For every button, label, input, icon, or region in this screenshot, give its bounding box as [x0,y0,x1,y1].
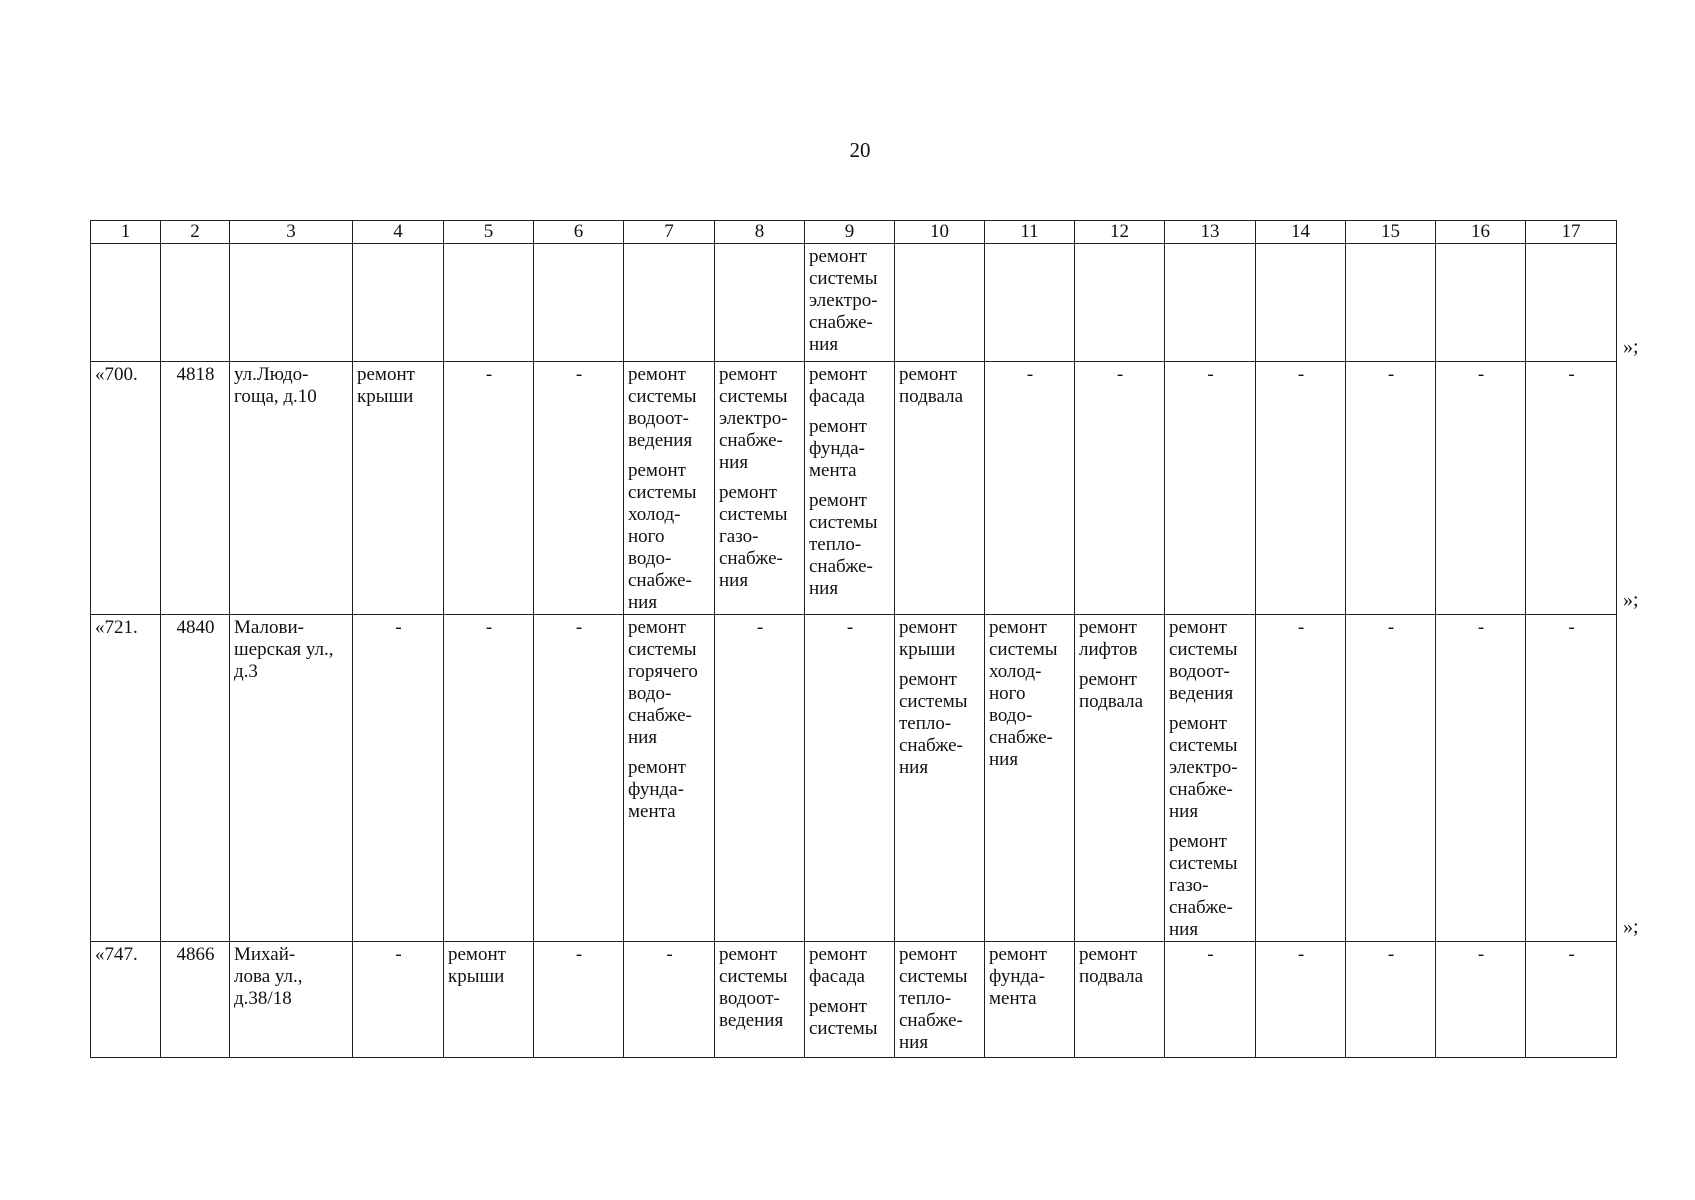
cell-text-line: д.38/18 [234,988,292,1009]
cell-text-line: ремонт [899,617,957,638]
cell-text-line: 4818 [176,364,215,385]
cell-text-line: снабже- [719,548,783,569]
cell-text-line: крыши [448,966,505,987]
work-item [165,364,226,386]
table-cell [161,244,230,362]
column-number: 15 [1346,221,1436,244]
work-item [165,944,226,966]
repair-schedule-table [90,220,1617,1058]
table-cell [1075,244,1165,362]
cell-text-line: системы [628,386,697,407]
table-cell: - [715,615,805,942]
table-cell [624,244,715,362]
table-cell [1165,615,1256,942]
table-cell: - [1526,362,1617,615]
table-cell: - [444,362,534,615]
cell-text-line: холод- [628,504,681,525]
cell-text-line: газо- [719,526,759,547]
work-item [95,944,157,966]
column-number: 5 [444,221,534,244]
cell-text-line: системы [719,386,788,407]
cell-text-line: ремонт [719,944,777,965]
cell-text-line: ремонт [899,669,957,690]
work-item [899,617,981,661]
cell-text-line: ния [628,727,658,748]
table-cell [444,942,534,1058]
work-item [628,460,711,614]
cell-text-line: электро- [1169,757,1238,778]
cell-text-line: 4840 [176,617,215,638]
cell-text-line: электро- [809,290,878,311]
cell-text-line: ремонт [1169,713,1227,734]
cell-text-line: системы [628,482,697,503]
cell-text-line: системы [1169,735,1238,756]
column-number: 7 [624,221,715,244]
cell-text-line: системы [628,639,697,660]
cell-text-line: водо- [628,548,672,569]
cell-text-line: системы [899,966,968,987]
cell-text-line: холод- [989,661,1042,682]
column-number: 2 [161,221,230,244]
table-cell: - [1526,942,1617,1058]
work-item [719,944,801,1032]
cell-text-line: «721. [95,617,138,638]
cell-text-line: «700. [95,364,138,385]
work-item [1079,617,1161,661]
work-item [1079,669,1161,713]
cell-text-line: гоща, д.10 [234,386,317,407]
cell-text-line: ремонт [628,617,686,638]
cell-text-line: мента [628,801,676,822]
row-closing-quote: »; [1623,588,1639,611]
cell-text-line: ния [989,749,1019,770]
cell-text-line: тепло- [899,988,952,1009]
cell-text-line: ремонт [809,416,867,437]
cell-text-line: ремонт [1079,944,1137,965]
work-item [1169,831,1252,941]
cell-text-line: снабже- [1169,897,1233,918]
work-item [95,617,157,639]
column-number: 13 [1165,221,1256,244]
column-number: 14 [1256,221,1346,244]
cell-text-line: ния [719,452,749,473]
cell-text-line: ремонт [1079,669,1137,690]
cell-text-line: ведения [628,430,693,451]
column-number: 3 [230,221,353,244]
cell-text-line: ного [989,683,1026,704]
work-item [809,364,891,408]
table-cell: - [1165,362,1256,615]
cell-text-line: ного [628,526,665,547]
table-cell: - [444,615,534,942]
cell-text-line: тепло- [809,534,862,555]
cell-text-line: системы [809,268,878,289]
table-cell: - [1075,362,1165,615]
table-cell: - [353,615,444,942]
table-cell: - [1346,362,1436,615]
table-cell [624,615,715,942]
cell-text-line: крыши [357,386,414,407]
column-number: 16 [1436,221,1526,244]
table-cell [230,615,353,942]
cell-text-line: снабже- [628,705,692,726]
cell-text-line: ремонт [989,944,1047,965]
table-cell [805,362,895,615]
column-number: 6 [534,221,624,244]
column-number: 4 [353,221,444,244]
cell-text-line: системы [719,966,788,987]
cell-text-line: фасада [809,386,865,407]
cell-text-line: фунда- [989,966,1045,987]
cell-text-line: мента [809,460,857,481]
table-cell [715,942,805,1058]
column-number: 1 [91,221,161,244]
cell-text-line: лифтов [1079,639,1138,660]
column-number: 8 [715,221,805,244]
table-row [91,362,1617,615]
cell-text-line: «747. [95,944,138,965]
cell-text-line: водоот- [719,988,780,1009]
work-item [165,617,226,639]
cell-text-line: ремонт [1169,831,1227,852]
work-item [1169,617,1252,705]
table-cell: - [1346,942,1436,1058]
table-cell: - [1256,362,1346,615]
cell-text-line: снабже- [628,570,692,591]
table-cell [715,362,805,615]
column-number: 12 [1075,221,1165,244]
cell-text-line: мента [989,988,1037,1009]
work-item [357,364,440,408]
cell-text-line: ния [1169,801,1199,822]
column-number: 11 [985,221,1075,244]
cell-text-line: ния [719,570,749,591]
cell-text-line: ремонт [899,364,957,385]
cell-text-line: ния [809,334,839,355]
work-item [989,617,1071,771]
cell-text-line: ремонт [628,460,686,481]
table-cell: - [1346,615,1436,942]
table-cell [230,362,353,615]
cell-text-line: фунда- [628,779,684,800]
header-row [91,221,1617,244]
table-cell: - [1165,942,1256,1058]
table-cell: - [353,942,444,1058]
table-cell [230,942,353,1058]
table-cell [895,615,985,942]
cell-text-line: ремонт [899,944,957,965]
work-item [809,490,891,600]
cell-text-line: ремонт [809,944,867,965]
cell-text-line: ул.Людо- [234,364,309,385]
column-number: 9 [805,221,895,244]
cell-text-line: ремонт [809,490,867,511]
table-cell: - [985,362,1075,615]
table-cell [444,244,534,362]
cell-text-line: ния [628,592,658,613]
table-cell [1075,942,1165,1058]
cell-text-line: ремонт [809,364,867,385]
table-cell: - [1256,615,1346,942]
table-cell: - [534,362,624,615]
row-closing-quote: »; [1623,915,1639,938]
work-item [1079,944,1161,988]
table-cell [1256,244,1346,362]
work-item [719,482,801,592]
cell-text-line: подвала [899,386,964,407]
work-item [899,669,981,779]
cell-text-line: ремонт [628,364,686,385]
table-cell: - [534,942,624,1058]
cell-text-line: газо- [1169,875,1209,896]
cell-text-line: водоот- [628,408,689,429]
cell-text-line: тепло- [899,713,952,734]
work-item [628,617,711,749]
table-cell [805,942,895,1058]
table-cell [91,244,161,362]
work-item [628,364,711,452]
cell-text-line: ния [899,757,929,778]
cell-text-line: снабже- [809,556,873,577]
cell-text-line: ремонт [448,944,506,965]
table-cell [161,615,230,942]
table-row [91,244,1617,362]
table-cell [624,362,715,615]
cell-text-line: 4866 [176,944,215,965]
cell-text-line: горячего [628,661,698,682]
work-item [989,944,1071,1010]
cell-text-line: системы [719,504,788,525]
table-cell [161,942,230,1058]
work-item [95,364,157,386]
cell-text-line: снабже- [899,735,963,756]
table-cell [1526,244,1617,362]
table-cell [985,615,1075,942]
table-cell [715,244,805,362]
cell-text-line: фасада [809,966,865,987]
cell-text-line: ния [1169,919,1199,940]
table-cell [230,244,353,362]
cell-text-line: системы [1169,639,1238,660]
table-cell: - [805,615,895,942]
cell-text-line: ведения [719,1010,784,1031]
cell-text-line: системы [899,691,968,712]
cell-text-line: ремонт [357,364,415,385]
table-cell: - [1436,362,1526,615]
table-cell: - [1526,615,1617,942]
table-cell: - [1256,942,1346,1058]
cell-text-line: снабже- [899,1010,963,1031]
cell-text-line: электро- [719,408,788,429]
table-cell: - [534,615,624,942]
table-cell [1075,615,1165,942]
cell-text-line: снабже- [719,430,783,451]
cell-text-line: ремонт [719,364,777,385]
cell-text-line: системы [809,1018,878,1039]
table-cell [895,942,985,1058]
table-cell: - [1436,942,1526,1058]
work-item [448,944,530,988]
cell-text-line: Малови- [234,617,304,638]
cell-text-line: шерская ул., [234,639,334,660]
work-item [809,246,891,356]
table-cell [805,244,895,362]
work-item [809,996,891,1040]
table-cell [1165,244,1256,362]
table-cell [1346,244,1436,362]
cell-text-line: крыши [899,639,956,660]
cell-text-line: системы [809,512,878,533]
table-cell [91,615,161,942]
table-cell [91,942,161,1058]
cell-text-line: подвала [1079,966,1144,987]
work-item [899,944,981,1054]
cell-text-line: водоот- [1169,661,1230,682]
cell-text-line: фунда- [809,438,865,459]
work-item [234,617,349,683]
cell-text-line: ремонт [989,617,1047,638]
cell-text-line: ремонт [628,757,686,778]
table-cell: - [624,942,715,1058]
cell-text-line: снабже- [809,312,873,333]
table-cell [895,362,985,615]
table-row [91,942,1617,1058]
work-item [1169,713,1252,823]
cell-text-line: системы [989,639,1058,660]
table-cell [161,362,230,615]
cell-text-line: Михай- [234,944,296,965]
table-cell [985,244,1075,362]
cell-text-line: водо- [989,705,1033,726]
cell-text-line: ведения [1169,683,1234,704]
cell-text-line: снабже- [1169,779,1233,800]
table-cell [895,244,985,362]
work-item [809,944,891,988]
work-item [719,364,801,474]
table-cell [91,362,161,615]
work-item [899,364,981,408]
cell-text-line: ремонт [809,996,867,1017]
cell-text-line: ремонт [719,482,777,503]
page-number: 20 [849,138,871,162]
cell-text-line: ния [899,1032,929,1053]
column-number: 10 [895,221,985,244]
cell-text-line: ремонт [1169,617,1227,638]
table-cell [534,244,624,362]
cell-text-line: ремонт [809,246,867,267]
work-item [234,944,349,1010]
table-cell [353,244,444,362]
table-cell: - [1436,615,1526,942]
table-cell [985,942,1075,1058]
work-item [809,416,891,482]
cell-text-line: снабже- [989,727,1053,748]
cell-text-line: ния [809,578,839,599]
column-number: 17 [1526,221,1617,244]
cell-text-line: д.3 [234,661,258,682]
work-item [628,757,711,823]
table-row [91,615,1617,942]
work-item [234,364,349,408]
cell-text-line: водо- [628,683,672,704]
cell-text-line: подвала [1079,691,1144,712]
table-cell [353,362,444,615]
table-cell [1436,244,1526,362]
cell-text-line: системы [1169,853,1238,874]
cell-text-line: ремонт [1079,617,1137,638]
row-closing-quote: »; [1623,335,1639,358]
cell-text-line: лова ул., [234,966,303,987]
